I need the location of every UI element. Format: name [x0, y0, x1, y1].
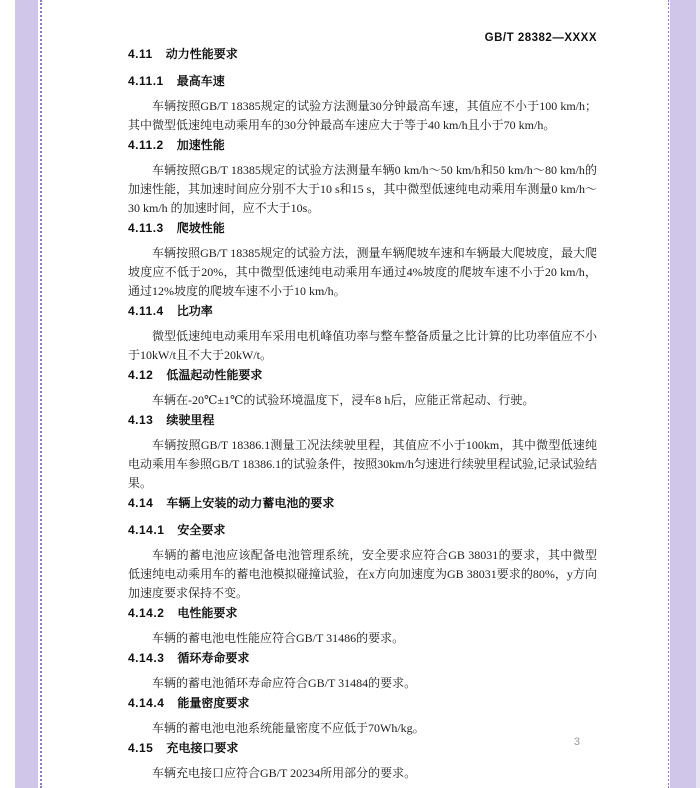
clause-number: 4.14.3 — [128, 651, 165, 665]
document-body — [128, 48, 597, 783]
standard-number-header: GB/T 28382—XXXX — [484, 32, 597, 44]
clause-paragraph: 车辆的蓄电池应该配备电池管理系统，安全要求应符合GB 38031的要求，其中微型低速纯电动乘用车的蓄电池模拟碰撞试验，在x方向加速度为GB 38031要求的80%，y方向加速度要求保持不变。 — [128, 548, 597, 600]
right-outer-strip — [696, 0, 700, 788]
clause-title: 安全要求 — [177, 523, 226, 537]
clause-heading — [128, 414, 597, 426]
clause-paragraph: 车辆的蓄电池循环寿命应符合GB/T 31484的要求。 — [152, 676, 417, 690]
clause-number: 4.14.2 — [128, 606, 165, 620]
clause-title: 动力性能要求 — [165, 47, 238, 61]
clause-number: 4.14.4 — [128, 696, 165, 710]
clause-paragraph: 车辆的蓄电池电性能应符合GB/T 31486的要求。 — [152, 631, 405, 645]
clause-heading — [128, 497, 597, 509]
clause-number: 4.13 — [128, 413, 154, 427]
clause-title: 比功率 — [176, 304, 213, 318]
clause-heading — [128, 742, 597, 754]
clause-title: 最高车速 — [176, 74, 225, 88]
clause-title: 循环寿命要求 — [177, 651, 250, 665]
clause-number: 4.12 — [128, 368, 154, 382]
clause-number: 4.14 — [128, 496, 154, 510]
clause-paragraph: 车辆在-20℃±1℃的试验环境温度下，浸车8 h后，应能正常起动、行驶。 — [152, 393, 535, 407]
clause-number: 4.11.4 — [128, 304, 164, 318]
clause-paragraph: 车辆按照GB/T 18385规定的试验方法，测量车辆爬坡车速和车辆最大爬坡度，最大爬坡度应不低于20%，其中微型低速纯电动乘用车通过4%坡度的爬坡车速不小于20 km/h，通过12%坡度的爬坡车速不小于10 km/h。 — [128, 246, 597, 298]
clause-title: 能量密度要求 — [177, 696, 250, 710]
left-margin-bar — [15, 0, 38, 788]
clause-paragraph: 车辆充电接口应符合GB/T 20234所用部分的要求。 — [152, 766, 417, 780]
clause-heading — [128, 524, 597, 536]
clause-title: 爬坡性能 — [176, 221, 225, 235]
clause-title: 电性能要求 — [177, 606, 238, 620]
clause-title: 低温起动性能要求 — [166, 368, 263, 382]
clause-title: 加速性能 — [176, 138, 225, 152]
clause-number: 4.11.2 — [128, 138, 164, 152]
clause-number: 4.15 — [128, 741, 154, 755]
clause-paragraph: 车辆按照GB/T 18385规定的试验方法测量30分钟最高车速，其值应不小于100 km/h；其中微型低速纯电动乘用车的30分钟最高车速应大于等于40 km/h且小于70 km/h。 — [128, 99, 597, 132]
clause-heading — [128, 305, 597, 317]
clause-heading — [128, 48, 597, 60]
clause-number: 4.11.3 — [128, 221, 164, 235]
clause-title: 车辆上安装的动力蓄电池的要求 — [166, 496, 335, 510]
clause-heading — [128, 75, 597, 87]
document-page — [42, 0, 668, 788]
clause-number: 4.14.1 — [128, 523, 165, 537]
clause-title: 续驶里程 — [166, 413, 215, 427]
clause-paragraph: 微型低速纯电动乘用车采用电机峰值功率与整车整备质量之比计算的比功率值应不小于10kW/t且不大于20kW/t。 — [128, 329, 597, 362]
clause-heading — [128, 139, 597, 151]
right-margin-bar — [670, 0, 696, 788]
clause-number: 4.11.1 — [128, 74, 164, 88]
clause-heading — [128, 607, 597, 619]
clause-number: 4.11 — [128, 47, 153, 61]
clause-title: 充电接口要求 — [166, 741, 239, 755]
clause-paragraph: 车辆的蓄电池电池系统能量密度不应低于70Wh/kg。 — [152, 721, 425, 735]
clause-heading — [128, 222, 597, 234]
clause-heading — [128, 369, 597, 381]
clause-paragraph: 车辆按照GB/T 18385规定的试验方法测量车辆0 km/h～50 km/h和50 km/h～80 km/h的加速性能，其加速时间应分别不大于10 s和15 s，其中微型低速纯电动乘用车测量0 km/h～30 km/h 的加速时间，应不大于10s。 — [128, 163, 598, 215]
page-number: 3 — [573, 736, 580, 748]
clause-heading — [128, 652, 597, 664]
clause-paragraph: 车辆按照GB/T 18386.1测量工况法续驶里程，其值应不小于100km，其中微型低速纯电动乘用车参照GB/T 18386.1的试验条件，按照30km/h匀速进行续驶里程试验,记录试验结果。 — [128, 438, 597, 490]
clause-heading — [128, 697, 597, 709]
